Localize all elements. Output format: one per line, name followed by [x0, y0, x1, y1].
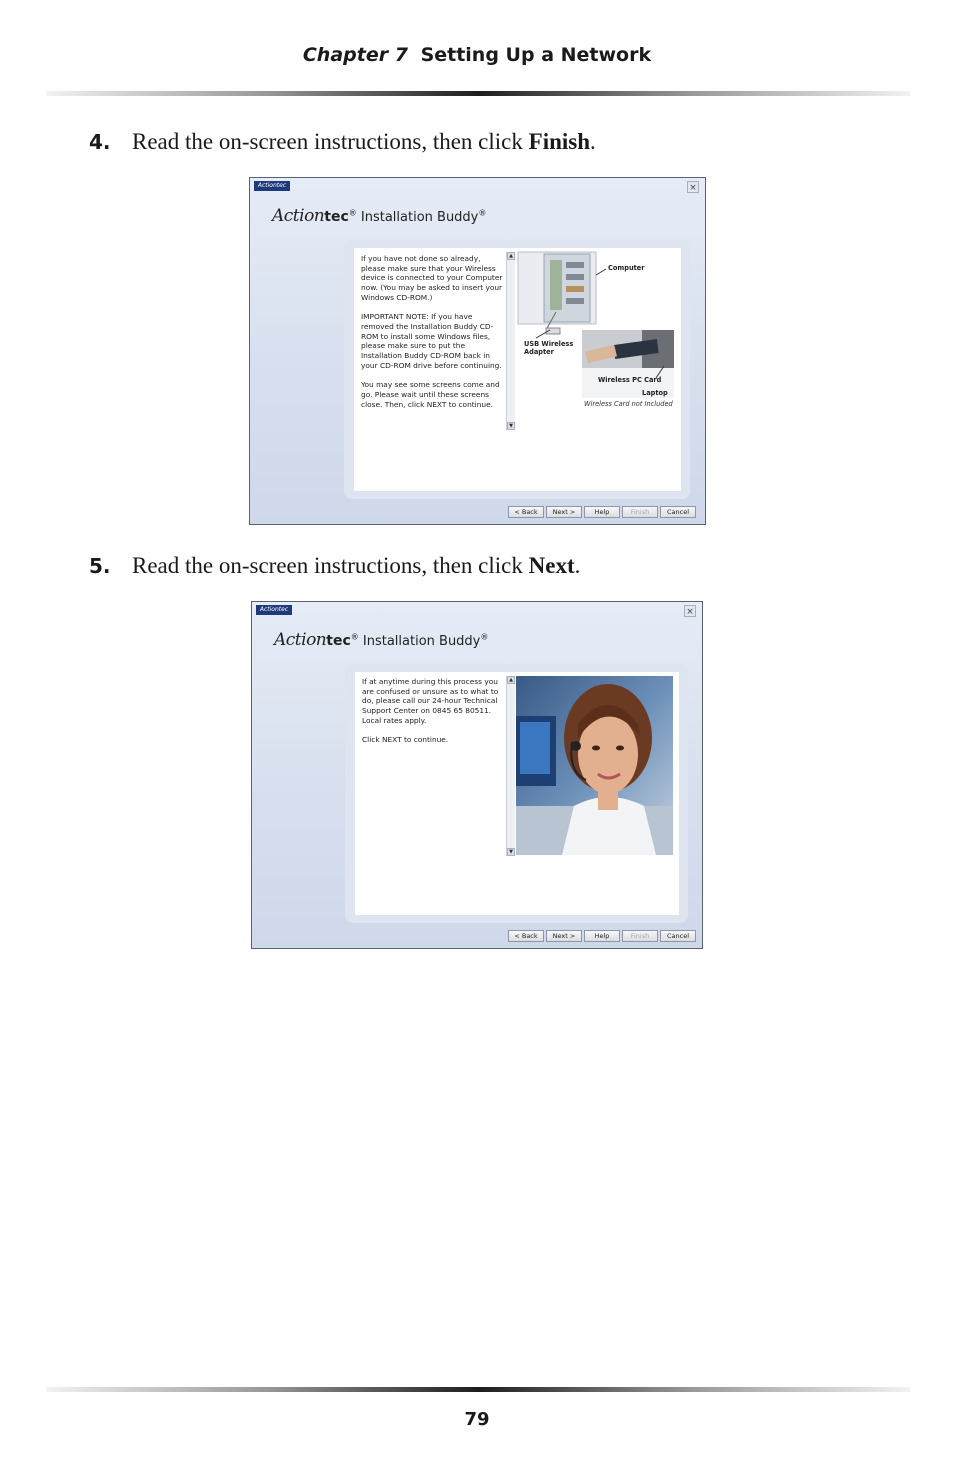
brand-logo-script: Action [272, 206, 325, 226]
product-name: Installation Buddy [362, 634, 481, 649]
registered-mark: ® [350, 632, 359, 642]
registered-mark: ® [480, 632, 489, 642]
brand-logo-script: Action [274, 630, 327, 650]
text-scrollbar[interactable] [506, 676, 515, 856]
step-text: Read the on-screen instructions, then click [132, 553, 529, 578]
cancel-button[interactable]: Cancel [660, 506, 696, 518]
header-rule [46, 91, 910, 96]
finish-button[interactable]: Finish [622, 506, 658, 518]
scroll-up-icon[interactable]: ▲ [507, 676, 515, 684]
page-number: 79 [464, 1409, 490, 1430]
chapter-header [0, 44, 954, 66]
text-scrollbar[interactable] [506, 252, 515, 430]
registered-mark: ® [348, 208, 357, 218]
back-button[interactable]: < Back [508, 930, 544, 942]
brand-title [272, 206, 486, 226]
next-button[interactable]: Next > [546, 930, 582, 942]
instruction-text [361, 254, 505, 419]
step-number: 5. [89, 554, 111, 578]
close-icon[interactable]: × [687, 181, 699, 193]
help-button[interactable]: Help [584, 930, 620, 942]
label-card-note: Wireless Card not Included [584, 400, 673, 408]
step-period: . [574, 553, 581, 578]
label-usb-adapter-line1: USB Wireless [524, 340, 574, 348]
close-icon[interactable]: × [684, 605, 696, 617]
titlebar-logo: Actiontec [256, 605, 292, 615]
paragraph: You may see some screens come and go. Please wait until these screens close. Then, click NEXT to continue. [361, 380, 500, 409]
back-button[interactable]: < Back [508, 506, 544, 518]
paragraph: IMPORTANT NOTE: If you have removed the Installation Buddy CD-ROM to install some Windows files, please make sure to put the Installation Buddy CD-ROM back in your CD-ROM drive before continuing. [361, 312, 502, 370]
step-number: 4. [89, 130, 111, 154]
step-text: Read the on-screen instructions, then click [132, 129, 529, 154]
next-button[interactable]: Next > [546, 506, 582, 518]
scroll-down-icon[interactable]: ▼ [507, 422, 515, 430]
help-button[interactable]: Help [584, 506, 620, 518]
label-computer: Computer [608, 264, 645, 272]
paragraph: If at anytime during this process you are confused or unsure as to what to do, please call our 24-hour Technical Support Center on 0845 65 80511. Local rates apply. [362, 677, 499, 725]
instruction-text [362, 677, 506, 755]
paragraph: Click NEXT to continue. [362, 735, 449, 745]
registered-mark: ® [478, 208, 487, 218]
button-row [508, 506, 696, 518]
chapter-label: Chapter 7 [302, 44, 408, 66]
hardware-illustration [516, 250, 680, 415]
titlebar-logo: Actiontec [254, 181, 290, 191]
brand-logo-bold: tec [324, 209, 349, 225]
scroll-up-icon[interactable]: ▲ [507, 252, 515, 260]
label-laptop: Laptop [642, 389, 668, 397]
step-period: . [590, 129, 596, 154]
paragraph: If you have not done so already, please make sure that your Wireless device is connected to your Computer now. (You may be asked to insert your Windows CD-ROM.) [361, 254, 503, 302]
brand-logo-bold: tec [326, 633, 351, 649]
step-action: Finish [528, 129, 591, 154]
button-row [508, 930, 696, 942]
chapter-title: Setting Up a Network [420, 44, 652, 66]
brand-title [274, 630, 488, 650]
step-4 [89, 129, 596, 155]
label-pc-card: Wireless PC Card [598, 376, 662, 384]
installer-window-2 [251, 601, 703, 949]
step-5 [89, 553, 580, 579]
step-action: Next [528, 553, 575, 578]
footer-rule [46, 1387, 910, 1392]
cancel-button[interactable]: Cancel [660, 930, 696, 942]
label-usb-adapter-line2: Adapter [524, 348, 554, 356]
installer-window-1 [249, 177, 706, 525]
support-agent-photo [516, 676, 673, 855]
finish-button[interactable]: Finish [622, 930, 658, 942]
scroll-down-icon[interactable]: ▼ [507, 848, 515, 856]
product-name: Installation Buddy [360, 210, 479, 225]
